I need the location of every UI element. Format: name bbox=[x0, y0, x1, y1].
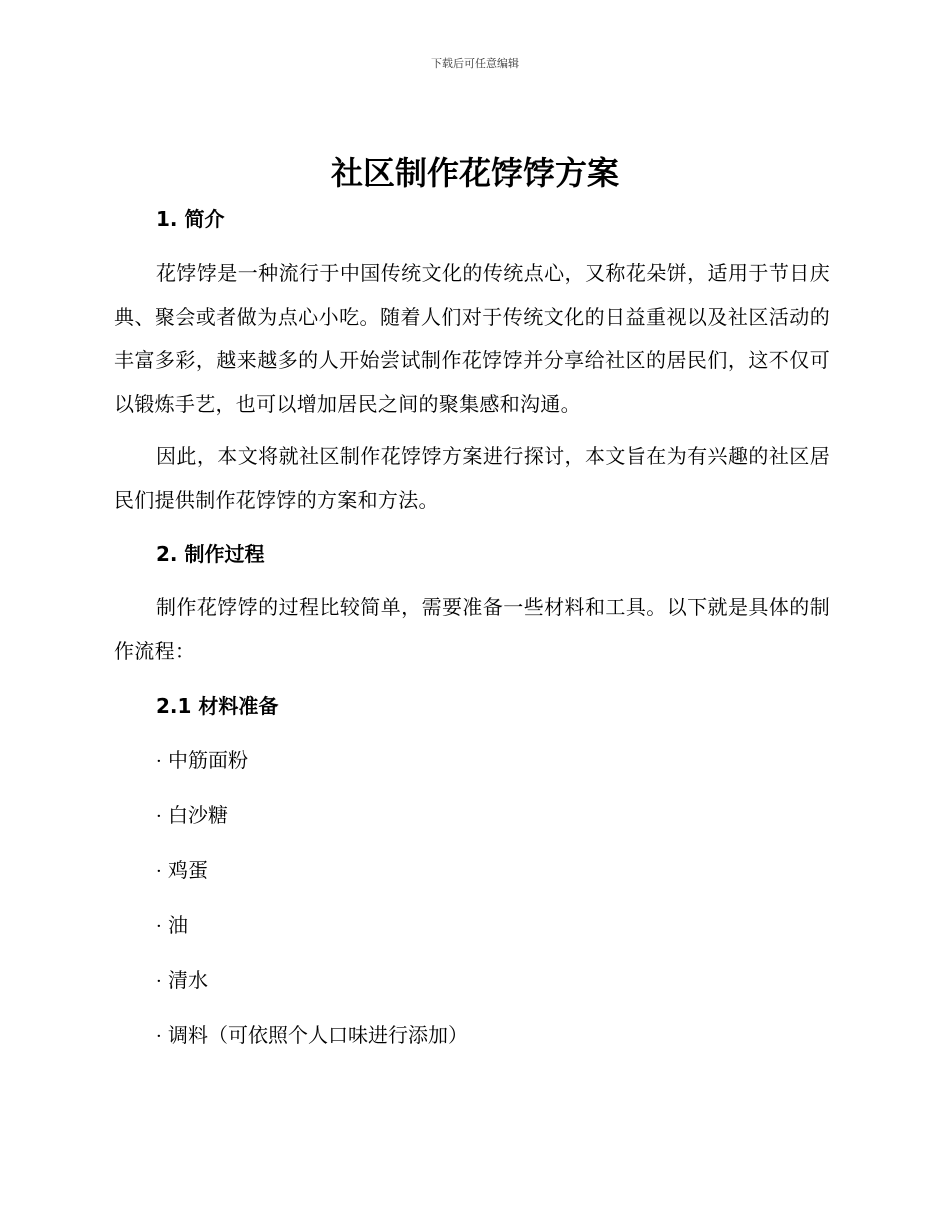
bullet-icon: · bbox=[156, 971, 162, 992]
list-item-text: 中筋面粉 bbox=[168, 748, 248, 772]
process-paragraph: 制作花饽饽的过程比较简单，需要准备一些材料和工具。以下就是具体的制作流程： bbox=[114, 595, 830, 663]
header-note: 下载后可任意编辑 bbox=[431, 57, 519, 70]
bullet-icon: · bbox=[156, 806, 162, 827]
list-item bbox=[156, 907, 468, 962]
bullet-icon: · bbox=[156, 751, 162, 772]
materials-list bbox=[156, 742, 468, 1072]
list-item bbox=[156, 962, 468, 1017]
list-item bbox=[156, 742, 468, 797]
list-item-text: 油 bbox=[168, 913, 188, 937]
section-heading-process: 2. 制作过程 bbox=[156, 542, 265, 566]
list-item bbox=[156, 1017, 468, 1072]
list-item bbox=[156, 797, 468, 852]
list-item-text: 白沙糖 bbox=[168, 803, 228, 827]
bullet-icon: · bbox=[156, 1026, 162, 1047]
list-item-text: 鸡蛋 bbox=[168, 858, 208, 882]
intro-paragraph-1: 花饽饽是一种流行于中国传统文化的传统点心，又称花朵饼，适用于节日庆典、聚会或者做为点心小吃。随着人们对于传统文化的日益重视以及社区活动的丰富多彩，越来越多的人开始尝试制作花饽饽并分享给社区的居民们，这不仅可以锻炼手艺，也可以增加居民之间的聚集感和沟通。 bbox=[114, 261, 830, 416]
bullet-icon: · bbox=[156, 916, 162, 937]
section-heading-materials: 2.1 材料准备 bbox=[156, 694, 279, 718]
list-item-text: 调料（可依照个人口味进行添加） bbox=[168, 1023, 468, 1047]
page-title: 社区制作花饽饽方案 bbox=[330, 154, 619, 192]
list-item-text: 清水 bbox=[168, 968, 208, 992]
intro-paragraph-2: 因此，本文将就社区制作花饽饽方案进行探讨，本文旨在为有兴趣的社区居民们提供制作花饽饽的方案和方法。 bbox=[114, 444, 830, 512]
bullet-icon: · bbox=[156, 861, 162, 882]
section-heading-intro: 1. 简介 bbox=[156, 207, 225, 231]
list-item bbox=[156, 852, 468, 907]
